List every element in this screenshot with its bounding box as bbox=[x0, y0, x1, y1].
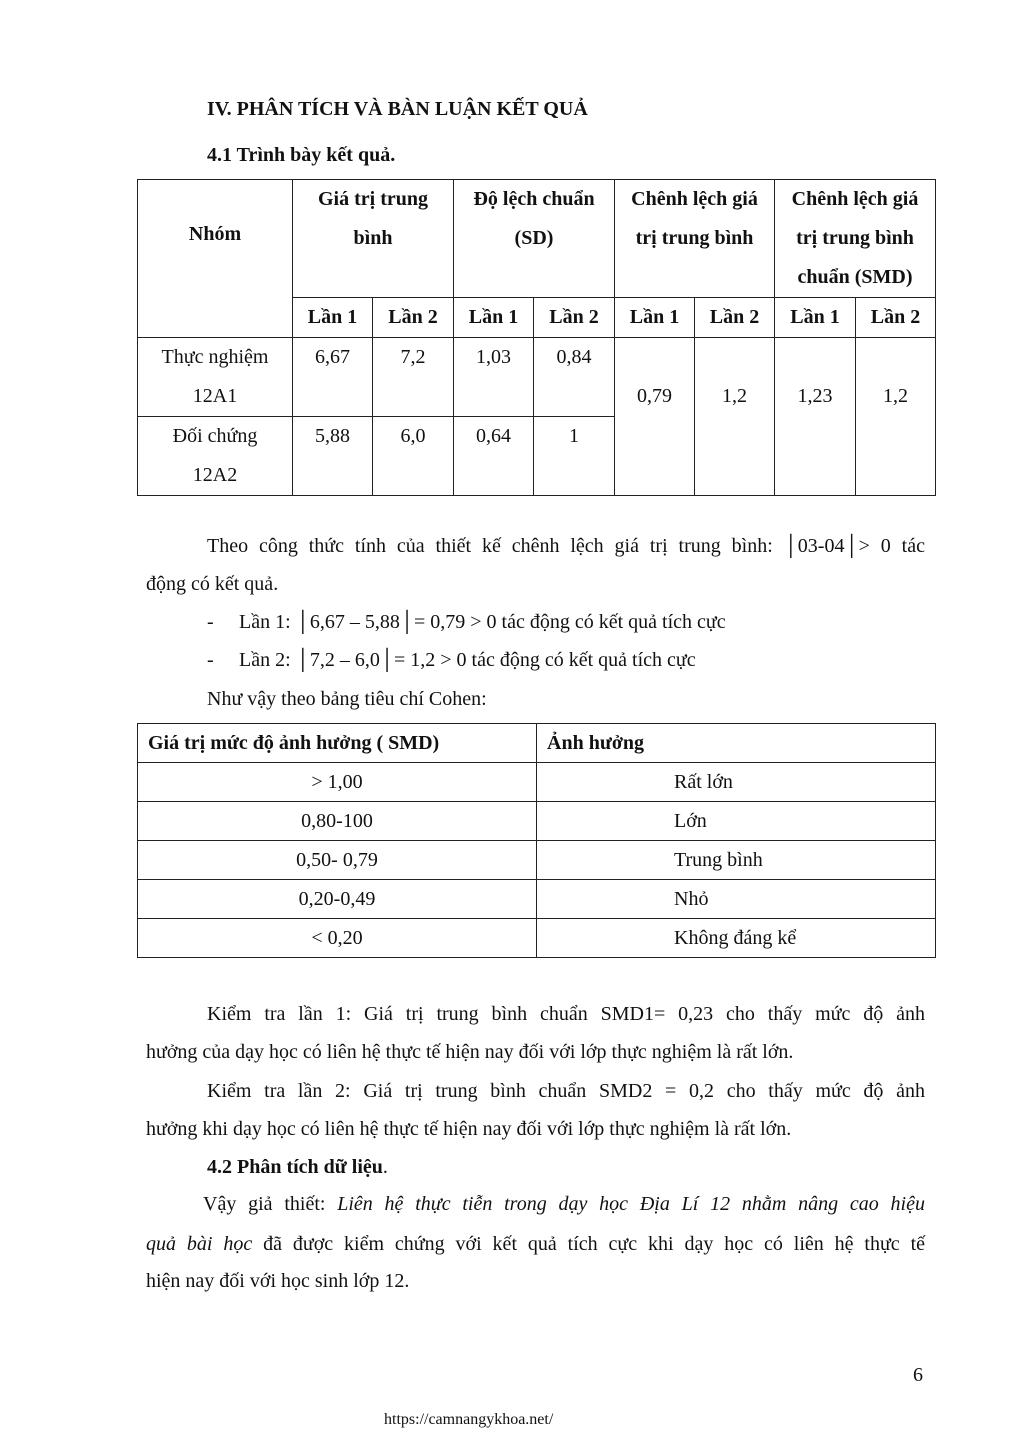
table-cell: 5,88 bbox=[293, 417, 373, 496]
header-smd-value: Giá trị mức độ ảnh hưởng ( SMD) bbox=[138, 724, 537, 763]
group-experimental: Thực nghiệm 12A1 bbox=[138, 338, 293, 417]
paragraph-cohen: Như vậy theo bảng tiêu chí Cohen: bbox=[207, 688, 487, 710]
effect-level: Lớn bbox=[537, 802, 936, 841]
header-group: Nhóm bbox=[138, 180, 293, 338]
group-control: Đối chứng 12A2 bbox=[138, 417, 293, 496]
bullet-lan-1: Lần 1: │6,67 – 5,88│= 0,79 > 0 tác động có kết quả tích cực bbox=[239, 611, 726, 633]
effect-level: Không đáng kể bbox=[537, 919, 936, 958]
bullet-dash: - bbox=[207, 649, 214, 671]
header-mean: Giá trị trung bình bbox=[293, 180, 454, 298]
subsection-heading-analysis: 4.2 Phân tích dữ liệu. bbox=[207, 1156, 388, 1178]
table-cell: 0,84 bbox=[534, 338, 615, 417]
table-cell: 1 bbox=[534, 417, 615, 496]
footer-url[interactable]: https://camnangykhoa.net/ bbox=[384, 1411, 554, 1428]
header-effect: Ảnh hưởng bbox=[537, 724, 936, 763]
header-lan2: Lần 2 bbox=[856, 298, 936, 338]
header-sd: Độ lệch chuẩn (SD) bbox=[454, 180, 615, 298]
table-cell: 0,79 bbox=[615, 338, 695, 496]
smd-value: 0,80-100 bbox=[138, 802, 537, 841]
table-cell: 6,67 bbox=[293, 338, 373, 417]
header-lan1: Lần 1 bbox=[293, 298, 373, 338]
bullet-dash: - bbox=[207, 611, 214, 633]
paragraph-conclusion-cont: quả bài học đã được kiểm chứng với kết quả tích cực khi dạy học có liên hệ thực tế bbox=[146, 1233, 925, 1255]
smd-value: 0,50- 0,79 bbox=[138, 841, 537, 880]
table-cell: 0,64 bbox=[454, 417, 534, 496]
smd-value: > 1,00 bbox=[138, 763, 537, 802]
header-smd: Chênh lệch giá trị trung bình chuẩn (SMD) bbox=[775, 180, 936, 298]
header-mean-diff: Chênh lệch giá trị trung bình bbox=[615, 180, 775, 298]
header-lan2: Lần 2 bbox=[373, 298, 454, 338]
paragraph-formula: Theo công thức tính của thiết kế chênh lệch giá trị trung bình: │03-04│> 0 tác bbox=[207, 535, 925, 557]
section-heading: IV. PHÂN TÍCH VÀ BÀN LUẬN KẾT QUẢ bbox=[207, 98, 588, 120]
header-lan1: Lần 1 bbox=[615, 298, 695, 338]
page-number: 6 bbox=[913, 1364, 923, 1386]
paragraph-test-1: Kiểm tra lần 1: Giá trị trung bình chuẩn SMD1= 0,23 cho thấy mức độ ảnh bbox=[207, 1003, 925, 1025]
paragraph-conclusion-end: hiện nay đối với học sinh lớp 12. bbox=[146, 1270, 410, 1292]
results-table bbox=[137, 179, 936, 496]
paragraph-test-1-cont: hưởng của dạy học có liên hệ thực tế hiện nay đối với lớp thực nghiệm là rất lớn. bbox=[146, 1041, 794, 1063]
smd-value: < 0,20 bbox=[138, 919, 537, 958]
cohen-table bbox=[137, 723, 936, 958]
paragraph-formula-cont: động có kết quả. bbox=[146, 573, 279, 595]
table-cell: 1,03 bbox=[454, 338, 534, 417]
bullet-lan-2: Lần 2: │7,2 – 6,0│= 1,2 > 0 tác động có kết quả tích cực bbox=[239, 649, 696, 671]
table-cell: 7,2 bbox=[373, 338, 454, 417]
paragraph-test-2-cont: hưởng khi dạy học có liên hệ thực tế hiện nay đối với lớp thực nghiệm là rất lớn. bbox=[146, 1118, 792, 1140]
header-lan1: Lần 1 bbox=[454, 298, 534, 338]
paragraph-conclusion: Vậy giả thiết: Liên hệ thực tiễn trong dạy học Địa Lí 12 nhằm nâng cao hiệu bbox=[203, 1193, 925, 1215]
table-cell: 6,0 bbox=[373, 417, 454, 496]
smd-value: 0,20-0,49 bbox=[138, 880, 537, 919]
effect-level: Nhỏ bbox=[537, 880, 936, 919]
effect-level: Rất lớn bbox=[537, 763, 936, 802]
subsection-heading-results: 4.1 Trình bày kết quả. bbox=[207, 144, 396, 166]
table-cell: 1,23 bbox=[775, 338, 856, 496]
table-cell: 1,2 bbox=[856, 338, 936, 496]
paragraph-test-2: Kiểm tra lần 2: Giá trị trung bình chuẩn SMD2 = 0,2 cho thấy mức độ ảnh bbox=[207, 1080, 925, 1102]
header-lan1: Lần 1 bbox=[775, 298, 856, 338]
header-lan2: Lần 2 bbox=[695, 298, 775, 338]
effect-level: Trung bình bbox=[537, 841, 936, 880]
header-lan2: Lần 2 bbox=[534, 298, 615, 338]
table-cell: 1,2 bbox=[695, 338, 775, 496]
